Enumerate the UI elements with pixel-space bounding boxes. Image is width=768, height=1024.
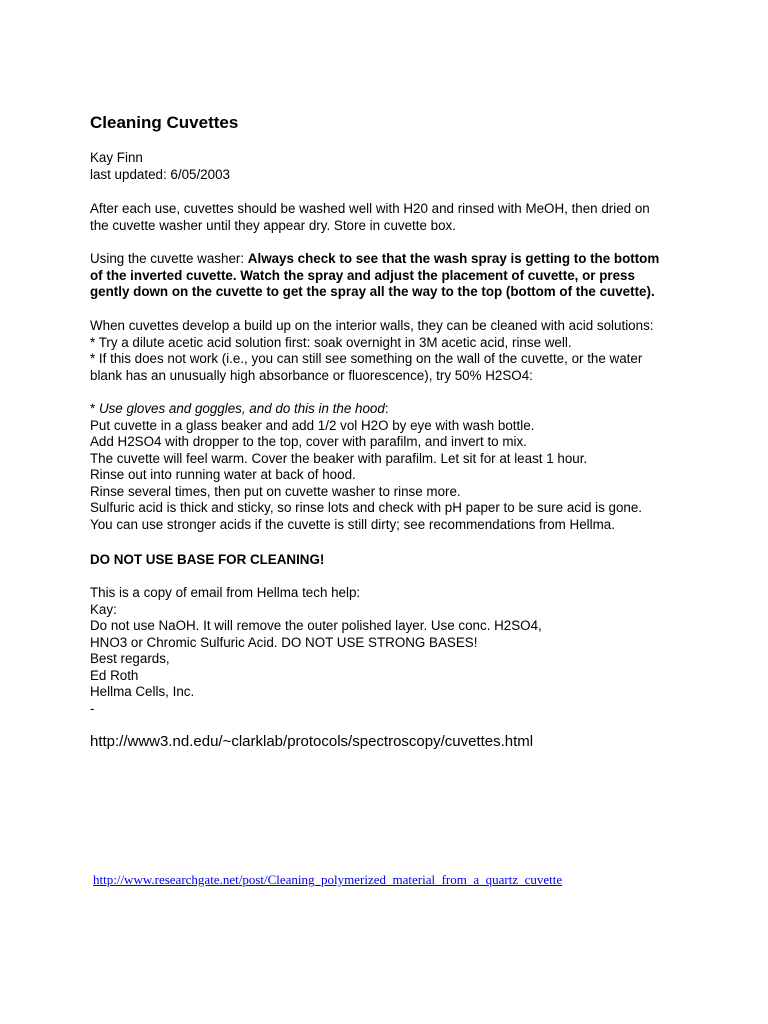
author-block (90, 150, 690, 183)
procedure-step: You can use stronger acids if the cuvette is still dirty; see recommendations from Hellma. (90, 516, 615, 532)
washer-warning: gently down on the cuvette to get the spray all the way to the top (bottom of the cuvette). (90, 284, 655, 299)
washer-paragraph (90, 251, 690, 301)
email-block (90, 585, 690, 717)
researchgate-link[interactable]: http://www.researchgate.net/post/Cleaning_polymerized_material_from_a_quartz_cuvette (93, 872, 563, 887)
acid-line: * Try a dilute acetic acid solution first: soak overnight in 3M acetic acid, rinse well. (90, 334, 572, 350)
procedure-step: Put cuvette in a glass beaker and add 1/2 vol H2O by eye with wash bottle. (90, 417, 535, 433)
acid-line: * If this does not work (i.e., you can still see something on the wall of the cuvette, or the water (90, 351, 643, 366)
intro-line: After each use, cuvettes should be washed well with H20 and rinsed with MeOH, then dried on (90, 201, 650, 216)
procedure-step: Sulfuric acid is thick and sticky, so rinse lots and check with pH paper to be sure acid is gone. (90, 500, 643, 515)
acid-line: blank has an unusually high absorbance or fluorescence), try 50% H2SO4: (90, 367, 533, 383)
email-line: Hellma Cells, Inc. (90, 684, 195, 699)
washer-line (90, 251, 690, 268)
procedure-step: Rinse several times, then put on cuvette washer to rinse more. (90, 483, 461, 499)
email-line: Kay: (90, 601, 117, 617)
email-line: Ed Roth (90, 667, 139, 683)
author-name: Kay Finn (90, 150, 143, 165)
email-line: HNO3 or Chromic Sulfuric Acid. DO NOT USE STRONG BASES! (90, 634, 478, 650)
intro-paragraph (90, 201, 690, 234)
email-line: Best regards, (90, 651, 170, 666)
acid-line: When cuvettes develop a build up on the interior walls, they can be cleaned with acid solutions: (90, 318, 654, 333)
acid-paragraph (90, 318, 690, 384)
caution-colon: : (384, 401, 389, 416)
last-updated: last updated: 6/05/2003 (90, 166, 230, 182)
caution-bullet: * (90, 401, 99, 416)
email-line: - (90, 700, 95, 716)
procedure-step: Rinse out into running water at back of hood. (90, 467, 356, 482)
email-line: This is a copy of email from Hellma tech help: (90, 585, 361, 600)
procedure-paragraph (90, 401, 690, 533)
caution-line (90, 401, 690, 418)
base-warning: DO NOT USE BASE FOR CLEANING! (90, 552, 325, 567)
washer-lead: Using the cuvette washer: (90, 251, 248, 266)
caution-text: Use gloves and goggles, and do this in the hood (98, 401, 385, 416)
intro-line: the cuvette washer until they appear dry. Store in cuvette box. (90, 217, 456, 233)
source-url: http://www3.nd.edu/~clarklab/protocols/spectroscopy/cuvettes.html (90, 733, 534, 750)
procedure-step: The cuvette will feel warm. Cover the beaker with parafilm. Let sit for at least 1 hour. (90, 450, 588, 466)
washer-warning: of the inverted cuvette. Watch the spray and adjust the placement of cuvette, or press (90, 267, 635, 283)
page-title: Cleaning Cuvettes (90, 113, 239, 132)
washer-warning: Always check to see that the wash spray is getting to the bottom (247, 251, 660, 266)
email-line: Do not use NaOH. It will remove the outer polished layer. Use conc. H2SO4, (90, 618, 542, 633)
procedure-step: Add H2SO4 with dropper to the top, cover with parafilm, and invert to mix. (90, 434, 527, 449)
